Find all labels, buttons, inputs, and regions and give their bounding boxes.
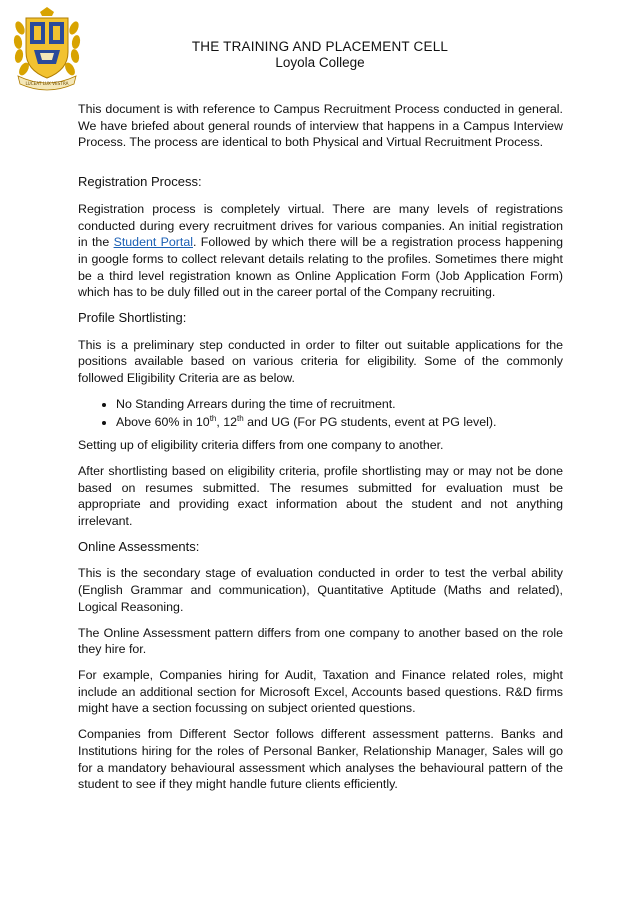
shortlisting-paragraph-2: Setting up of eligibility criteria differs from one company to another. [78,438,444,453]
assessments-heading: Online Assessments: [78,538,200,554]
assessments-paragraph-1: This is the secondary stage of evaluation conducted in order to test the verbal ability (English Grammar and communication), Quantitative Aptitude (Maths and related), Logical Reasoning. [78,566,563,614]
page-subtitle: Loyola College [275,55,365,70]
registration-paragraph: Registration process is completely virtual. There are many levels of registrations conducted during every recruitment drives for various companies. An initial registration in the Student Portal. Followed by which there will be a registration process happening in google forms to collect relevant details relating to the profiles. Sometimes there might be a third level registration known as Online Application Form (Job Application Form) which has to be duly filled out in the career portal of the Company recruiting. [78,201,563,300]
shortlisting-intro: This is a preliminary step conducted in order to filter out suitable applications for the positions available based on various criteria for eligibility. Some of the commonly followed Eligibility Criteria are as below. [78,337,563,386]
assessments-paragraph-4: Companies from Different Sector follows different assessment patterns. Banks and Institutions hiring for the roles of Personal Banker, Relationship Manager, Sales will go for a mandatory behavioural assessment which analyses the behavioural pattern of the student to see if they might handle future clients efficiently. [78,727,563,792]
shortlisting-heading: Profile Shortlisting: [78,310,187,326]
assessments-paragraph-3: For example, Companies hiring for Audit, Taxation and Finance related roles, might include an additional section for Microsoft Excel, Accounts based questions. R&D firms might have a section focussing on subject oriented questions. [78,667,563,716]
list-item: • Above 60% in 10th, 12th and UG (For PG students, event at PG level). [116,414,563,431]
college-logo [12,6,82,92]
registration-heading: Registration Process: [78,174,202,190]
intro-paragraph: This document is with reference to Campus Recruitment Process conducted in general. We have briefed about general rounds of interview that happens in a Campus Interview Process. The process are identical to both Physical and Virtual Recruitment Process. [78,102,563,150]
logo-motto: LUCEAT LUX VESTRA [25,81,69,86]
list-item: • No Standing Arrears during the time of recruitment. [116,396,563,413]
page-title: THE TRAINING AND PLACEMENT CELL [191,39,449,54]
assessments-paragraph-2: The Online Assessment pattern differs from one company to another based on the role they hire for. [78,625,563,657]
document-body [78,101,563,802]
shortlisting-paragraph-3: After shortlisting based on eligibility criteria, profile shortlisting may or may not be done based on resumes submitted. The resumes submitted for evaluation must be appropriate and providing exact information about the student and not anything irrelevant. [78,463,563,529]
eligibility-list [78,396,563,430]
student-portal-link[interactable]: Student Portal [113,235,194,250]
